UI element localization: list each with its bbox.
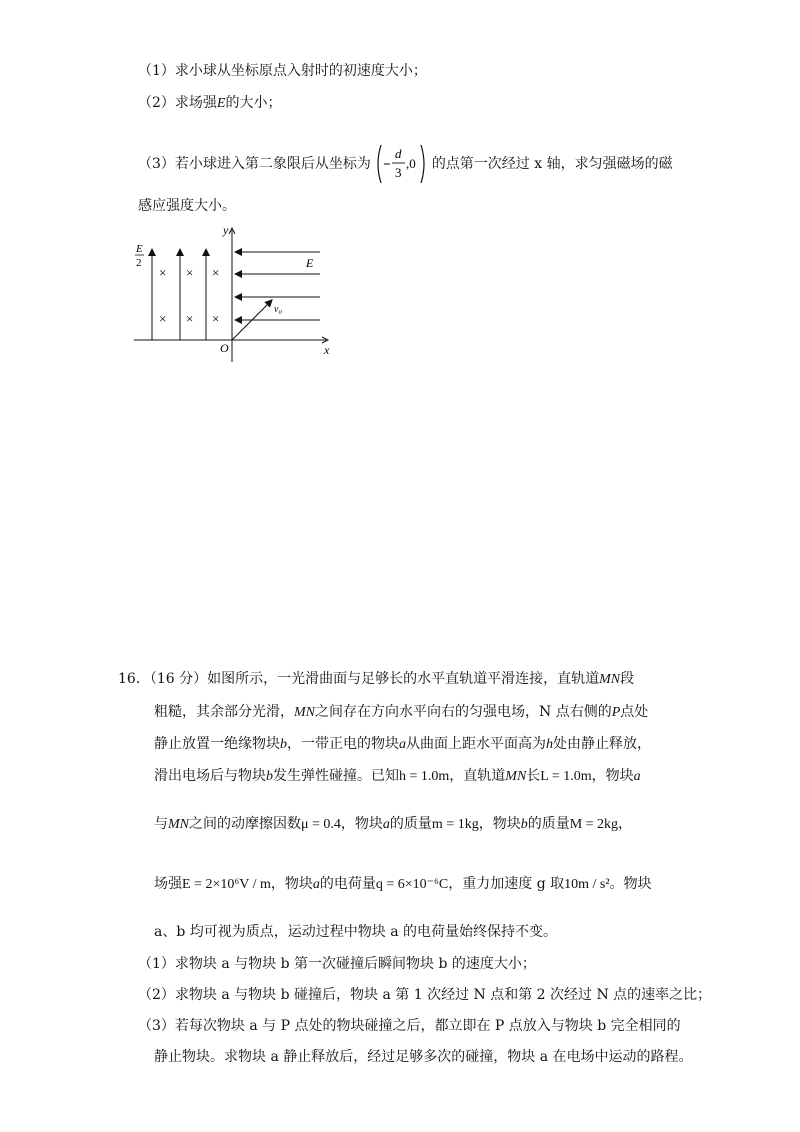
- q16-text: ，一带正电的物块: [287, 736, 399, 752]
- q16-subquestion-3: （3）若每次物块 a 与 P 点处的物块碰撞之后，都立即在 P 点放入与物块 b 完全相同的: [138, 1018, 681, 1034]
- q16-math: h = 1.0m: [399, 769, 450, 784]
- q16-text: ，: [618, 816, 633, 832]
- q16-text: 的质量: [527, 816, 570, 832]
- velocity-label: v₀: [274, 304, 282, 315]
- half-field-denominator: 2: [136, 257, 142, 269]
- q16-math: M = 2kg: [569, 817, 619, 832]
- q16-text: 段: [620, 671, 635, 687]
- q16-text: 的电荷量: [319, 876, 376, 892]
- velocity-vector: [232, 302, 270, 340]
- magnetic-field-cross: ×: [186, 265, 194, 280]
- question-3: [138, 143, 673, 185]
- coordinate-expression: [375, 143, 427, 185]
- q16-text: 与: [154, 816, 168, 832]
- q16-text: 之间的动摩擦因数: [189, 816, 301, 832]
- q16-text: 处由静止释放，: [553, 736, 651, 752]
- q16-line-4: [154, 766, 641, 787]
- q16-math: 10m / s²: [564, 877, 610, 892]
- q16-subquestion-1: （1）求物块 a 与物块 b 第一次碰撞后瞬间物块 b 的速度大小；: [138, 956, 536, 972]
- q16-text: 从曲面上距水平面高为: [406, 736, 546, 752]
- q16-var: MN: [294, 705, 315, 720]
- question-3-suffix: 的点第一次经过 x 轴，求匀强磁场的磁: [431, 156, 673, 172]
- q16-math: q = 6×10⁻⁶C: [375, 877, 449, 892]
- q16-math: L = 1.0m: [540, 769, 592, 784]
- q16-text: 。物块: [609, 876, 652, 892]
- q16-text: ，物块: [591, 768, 634, 784]
- q16-subquestion-3-continued: 静止物块。求物块 a 静止释放后，经过足够多次的碰撞，物块 a 在电场中运动的路程。: [154, 1049, 693, 1065]
- q16-text: ，物块: [270, 876, 313, 892]
- field-diagram: [128, 222, 338, 366]
- q16-text: 之间存在方向水平向右的匀强电场，N 点右侧的: [315, 704, 612, 720]
- q16-text: 粗糙，其余部分光滑，: [154, 704, 294, 720]
- x-axis-label: x: [324, 343, 330, 357]
- q16-math: E = 2×10⁶V / m: [182, 877, 271, 892]
- q16-var: a: [312, 877, 320, 892]
- magnetic-field-cross: ×: [159, 311, 167, 326]
- q16-var: MN: [168, 817, 189, 832]
- question-2-var: E: [216, 96, 226, 111]
- q16-text: 场强: [154, 876, 182, 892]
- magnetic-field-cross: ×: [212, 265, 220, 280]
- q16-var: h: [546, 737, 553, 752]
- question-3-continued: 感应强度大小。: [138, 198, 236, 214]
- question-1: （1）求小球从坐标原点入射时的初速度大小；: [138, 63, 427, 79]
- q16-text: ，重力加速度 g 取: [448, 876, 565, 892]
- q16-line-6: [154, 874, 652, 895]
- magnetic-field-cross: ×: [212, 311, 220, 326]
- coord-denominator: 3: [395, 165, 402, 180]
- q16-subquestion-2: （2）求物块 a 与物块 b 碰撞后，物块 a 第 1 次经过 N 点和第 2 次经过 N 点的速率之比；: [138, 987, 712, 1003]
- q16-var: a: [399, 737, 406, 752]
- q16-text: 点处: [620, 704, 649, 720]
- field-E-label: E: [306, 256, 314, 270]
- y-axis-label: y: [223, 223, 229, 237]
- q16-var: b: [266, 769, 273, 784]
- q16-line-3: [154, 734, 651, 755]
- magnetic-field-cross: ×: [186, 311, 194, 326]
- q16-text: 16．（16 分）如图所示，一光滑曲面与足够长的水平直轨道平滑连接，直轨道: [118, 671, 600, 687]
- question-2: [138, 93, 281, 114]
- q16-var: b: [280, 737, 287, 752]
- q16-text: 滑出电场后与物块: [154, 768, 266, 784]
- q16-line-5: [154, 814, 632, 835]
- half-field-numerator: E: [136, 243, 143, 255]
- coord-zero: ,0: [406, 156, 417, 171]
- q16-var: MN: [599, 672, 621, 687]
- question-3-prefix: （3）若小球进入第二象限后从坐标为: [138, 156, 371, 172]
- q16-var: MN: [505, 769, 527, 784]
- q16-math: μ = 0.4: [301, 817, 341, 832]
- q16-line-7: a、b 均可视为质点，运动过程中物块 a 的电荷量始终保持不变。: [154, 924, 558, 940]
- q16-text: ，直轨道: [449, 768, 506, 784]
- q16-var: b: [520, 817, 528, 832]
- q16-text: ，物块: [478, 816, 521, 832]
- q16-text: 的质量: [389, 816, 432, 832]
- q16-var: a: [382, 817, 390, 832]
- q16-line-2: [154, 702, 648, 723]
- q16-line-1: [118, 669, 634, 690]
- q16-var: P: [611, 705, 621, 720]
- q16-var: a: [633, 769, 641, 784]
- q16-text: 静止放置一绝缘物块: [154, 736, 280, 752]
- q16-math: m = 1kg: [431, 817, 479, 832]
- question-2-prefix: （2）求场强: [138, 95, 217, 111]
- q16-text: 发生弹性碰撞。已知: [273, 768, 399, 784]
- q16-text: ，物块: [340, 816, 383, 832]
- origin-label: O: [220, 341, 229, 355]
- q16-text: 长: [526, 768, 541, 784]
- coord-numerator: d: [395, 146, 402, 161]
- magnetic-field-cross: ×: [159, 265, 167, 280]
- question-2-suffix: 的大小；: [225, 95, 282, 111]
